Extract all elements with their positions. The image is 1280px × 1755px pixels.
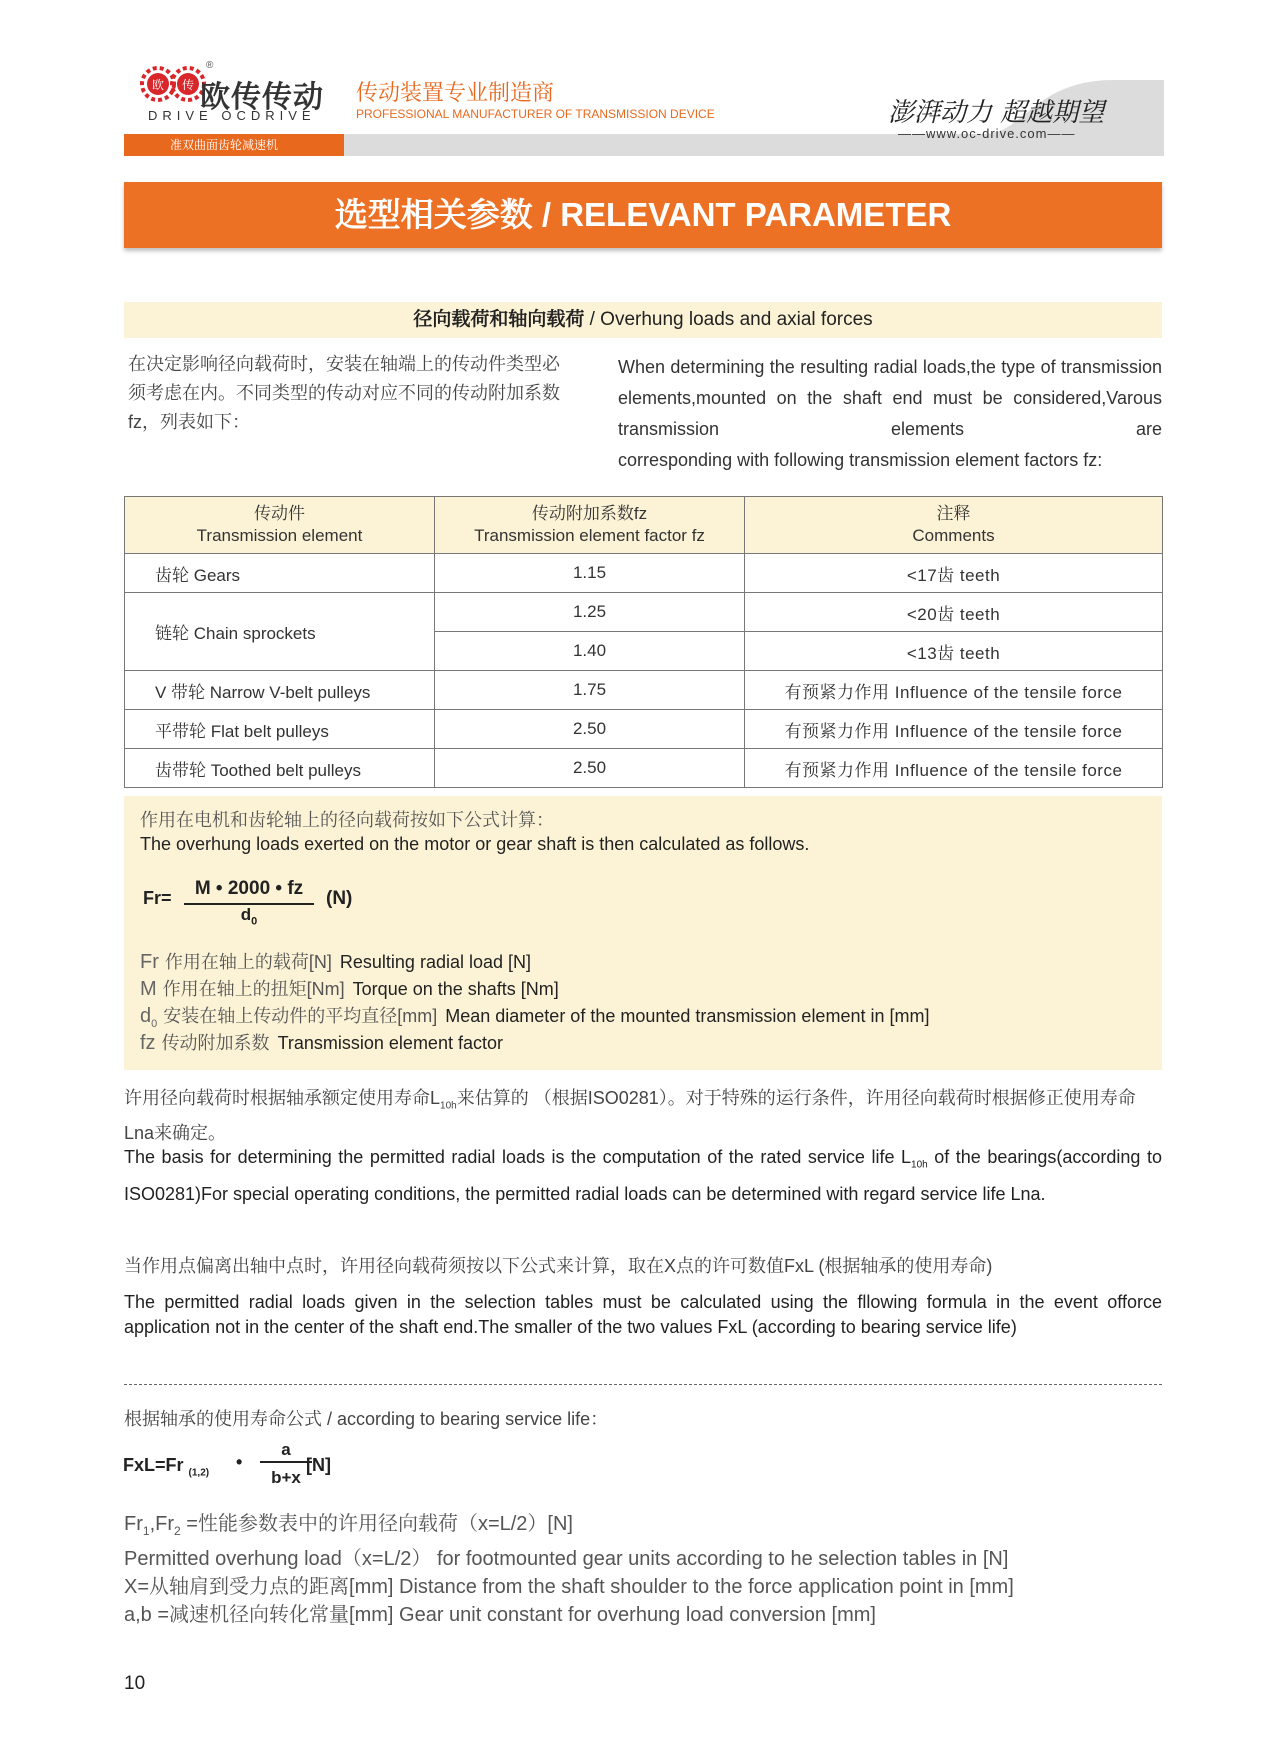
website-link[interactable]: ——www.oc-drive.com——	[898, 126, 1076, 141]
logo-gear-icon	[140, 64, 206, 104]
cell-element: 齿带轮 Toothed belt pulleys	[125, 749, 435, 788]
cell-comment: 有预紧力作用 Influence of the tensile force	[745, 671, 1163, 710]
table-row	[125, 593, 1163, 632]
formula-unit: (N)	[326, 888, 353, 909]
definition-x: X=从轴肩到受力点的距离[mm] Distance from the shaft shoulder to the force application point in [mm]	[124, 1576, 1014, 1598]
brand-name-cn: 欧传传动	[200, 81, 324, 114]
legend-item: $d_0$ 安装在轴上传动件的平均直径[mm] Mean diameter of the mounted transmission element in [mm]	[140, 1005, 930, 1030]
cell-element: V 带轮 Narrow V-belt pulleys	[125, 671, 435, 710]
paragraph-offset-en: The permitted radial loads given in the selection tables must be calculated using the fllowing formula in the event offorce application not in the center of the shaft end.The smaller of the two values FxL (according to bearing service life)	[124, 1292, 1162, 1337]
cell-factor: 1.25	[435, 593, 745, 632]
bearing-formula-unit: [N]	[306, 1455, 331, 1475]
cell-comment: <13齿 teeth	[745, 632, 1163, 671]
formula-intro-cn: 作用在电机和齿轮轴上的径向载荷按如下公式计算：	[140, 810, 554, 830]
bearing-formula-dot: •	[236, 1452, 243, 1472]
definition-ab: a,b =减速机径向转化常量[mm] Gear unit constant for overhung load conversion [mm]	[124, 1604, 876, 1626]
definition-overhung: Permitted overhung load（x=L/2） for footmounted gear units according to he selection tables in [N]	[124, 1548, 1009, 1570]
factor-table	[124, 496, 1163, 788]
section-heading-cn: 径向载荷和轴向载荷	[413, 309, 585, 330]
cell-factor: 1.40	[435, 632, 745, 671]
formula-lhs: Fr=	[143, 888, 172, 908]
legend-item: M 作用在轴上的扭矩[Nm] Torque on the shafts [Nm]	[140, 978, 559, 1000]
col-header-comments: 注释 Comments	[745, 497, 1163, 554]
legend-item: Fr 作用在轴上的载荷[N] Resulting radial load [N]	[140, 951, 532, 973]
cell-comment: <20齿 teeth	[745, 593, 1163, 632]
bearing-formula-denominator: b+x	[271, 1468, 301, 1487]
col-header-element: 传动件 Transmission element	[125, 497, 435, 554]
slogan: 澎湃动力 超越期望	[888, 98, 1105, 128]
col-header-factor: 传动附加系数fz Transmission element factor fz	[435, 497, 745, 554]
cell-element: 齿轮 Gears	[125, 554, 435, 593]
formula-numerator: M • 2000 • fz	[184, 878, 314, 905]
brand-name-en: DRIVE OCDRIVE	[148, 108, 316, 123]
table-row	[125, 554, 1163, 593]
page-title-banner: 选型相关参数 / RELEVANT PARAMETER	[124, 182, 1162, 248]
paragraph-service-life-en: The basis for determining the permitted radial loads is the computation of the rated service life $L_{10h}$ of the bearings(according to ISO0281)For special operating conditions, the permitted radial loads can be determined with regard service life Lna.	[124, 1147, 1162, 1204]
paragraph-offset-cn: 当作用点偏离出轴中点时，许用径向载荷须按以下公式来计算，取在X点的许可数值FxL (根据轴承的使用寿命)	[124, 1256, 993, 1276]
intro-text-en-last: corresponding with following transmission element factors fz:	[618, 450, 1103, 470]
cell-element: 平带轮 Flat belt pulleys	[125, 710, 435, 749]
cell-factor: 1.75	[435, 671, 745, 710]
formula-intro-en: The overhung loads exerted on the motor or gear shaft is then calculated as follows.	[140, 834, 810, 854]
page-number: 10	[124, 1673, 146, 1694]
cell-factor: 2.50	[435, 710, 745, 749]
formula-denominator: $d_0$	[240, 905, 258, 928]
table-row	[125, 710, 1163, 749]
bearing-formula-lhs: FxL=Fr $_{(1,2)}$	[123, 1455, 210, 1479]
logo-char-right: 传	[181, 78, 195, 92]
cell-comment: 有预紧力作用 Influence of the tensile force	[745, 710, 1163, 749]
cell-comment: 有预紧力作用 Influence of the tensile force	[745, 749, 1163, 788]
section-heading-en: / Overhung loads and axial forces	[589, 309, 873, 330]
section-heading	[124, 302, 1162, 338]
registered-mark: ®	[206, 60, 214, 71]
cell-factor: 2.50	[435, 749, 745, 788]
tagline-cn: 传动装置专业制造商	[356, 80, 555, 105]
bearing-formula-numerator: a	[260, 1440, 312, 1463]
table-row	[125, 671, 1163, 710]
table-row	[125, 749, 1163, 788]
logo-char-left: 欧	[151, 78, 165, 92]
dashed-divider	[124, 1384, 1162, 1385]
paragraph-service-life-cn: 许用径向载荷时根据轴承额定使用寿命$L_{10h}$来估算的 （根据ISO0281）。对于特殊的运行条件，许用径向载荷时根据修正使用寿命Lna来确定。	[124, 1088, 1136, 1143]
legend-item: fz 传动附加系数 Transmission element factor	[140, 1032, 503, 1054]
category-label: 准双曲面齿轮减速机	[124, 134, 344, 156]
definition-fr: $Fr_1,Fr_2$ =性能参数表中的许用径向载荷（x=L/2）[N]	[124, 1513, 573, 1538]
intro-text-cn: 在决定影响径向载荷时，安装在轴端上的传动件类型必须考虑在内。不同类型的传动对应不同的传动附加系数fz，列表如下：	[128, 354, 560, 432]
cell-element: 链轮 Chain sprockets	[125, 593, 435, 671]
cell-comment: <17齿 teeth	[745, 554, 1163, 593]
intro-text-en	[618, 352, 1162, 476]
cell-factor: 1.15	[435, 554, 745, 593]
tagline-en: PROFESSIONAL MANUFACTURER OF TRANSMISSION DEVICE	[356, 107, 715, 121]
table-header-row	[125, 497, 1163, 554]
bearing-heading: 根据轴承的使用寿命公式 / according to bearing service life：	[124, 1409, 609, 1429]
intro-text-en-main: When determining the resulting radial loads,the type of transmission elements,mounted on the shaft end must be considered,Varous transmission elements are	[618, 357, 1162, 439]
bearing-definitions	[124, 1510, 1014, 1629]
